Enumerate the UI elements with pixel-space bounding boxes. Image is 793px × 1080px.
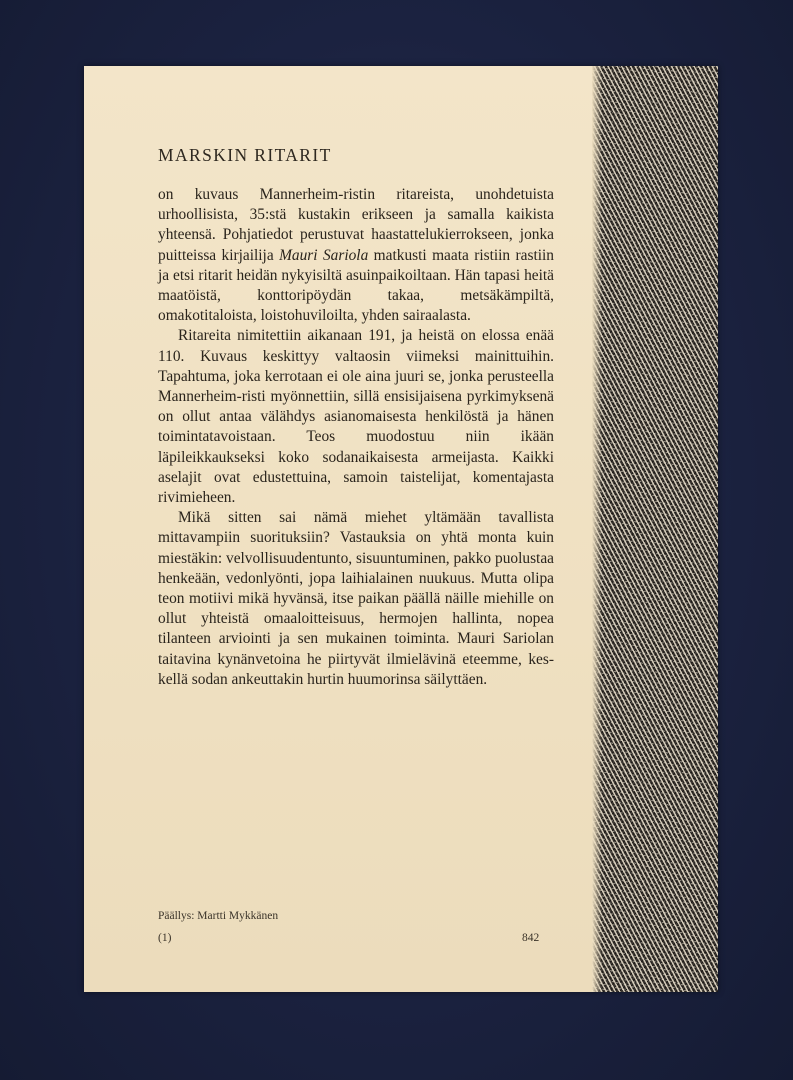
cover-pattern-strip	[592, 66, 718, 992]
blurb-paragraph-2: Ritareita nimitettiin aikanaan 191, ja heistä on elossa enää 110. Kuvaus keskittyy valtaosin viimeksi mainittuihin. Tapahtuma, joka kerrotaan ei ole aina juuri se, jonka perusteella Mannerheim-risti myönnettiin, sillä ensisijaisena pyrkimyksenä on ollut antaa välähdys asianomaisesta henkilöstä ja hänen toimintatavoistaan. Teos muodostuu niin ikään läpileikkaukseksi koko sodanaikaisesta armeijasta. Kaikki aselajit ovat edustettuina, samoin taistelijat, komentajasta rivimieheen.	[158, 327, 554, 507]
blurb-p1-start: on kuvaus Mannerheim-ristin ritareista, unohdetuista urhoollisista, 35:stä kustakin erikseen ja samalla kaikista yhteensä. Pohjatiedot perustuvat haastattelukierrokseen, jonka puitteissa kirjailija	[158, 186, 554, 264]
blurb-paragraph-3: Mikä sitten sai nämä miehet yltämään tavallista mittavampiin suorituksiin? Vastauksia on yhtä monta kuin miestäkin: velvollisuudentunto, sisuuntuminen, pakko puolustaa henkeään, vedonlyönti, jopa laihialainen nuukuus. Mutta olipa teon motiivi mikä hyvänsä, itse paikan päällä näille miehille on ollut yhteistä omaaloitteisuus, hermojen hallinta, nopea tilanteen arviointi ja sen mukainen toiminta. Mauri Sariolan taitavina kynänvetoina he piirtyvät ilmielävinä eteemme, keskellä sodan ankeuttakin hurtin huumorinsa säilyttäen.	[158, 509, 554, 688]
edition-number: (1)	[158, 932, 172, 944]
book-title: MARSKIN RITARIT	[158, 145, 332, 165]
blurb-paragraph-1	[158, 185, 554, 326]
product-code: 842	[522, 932, 540, 944]
pattern-edge	[592, 66, 602, 992]
blurb-text	[158, 185, 554, 690]
blurb-p1-end: matkusti maata ristiin rastiin ja etsi ritarit heidän nykyisiltä asuinpaikoiltaan. Hän tapasi heitä maatöistä, konttoripöydän takaa, metsäkämpiltä, omakotitaloista, loistohuviloilta, yhden sairaalasta.	[158, 246, 554, 325]
cover-designer-credit: Päällys: Martti Mykkänen	[158, 910, 279, 922]
author-name: Mauri Sariola	[279, 246, 369, 264]
book-back-cover	[84, 66, 718, 992]
